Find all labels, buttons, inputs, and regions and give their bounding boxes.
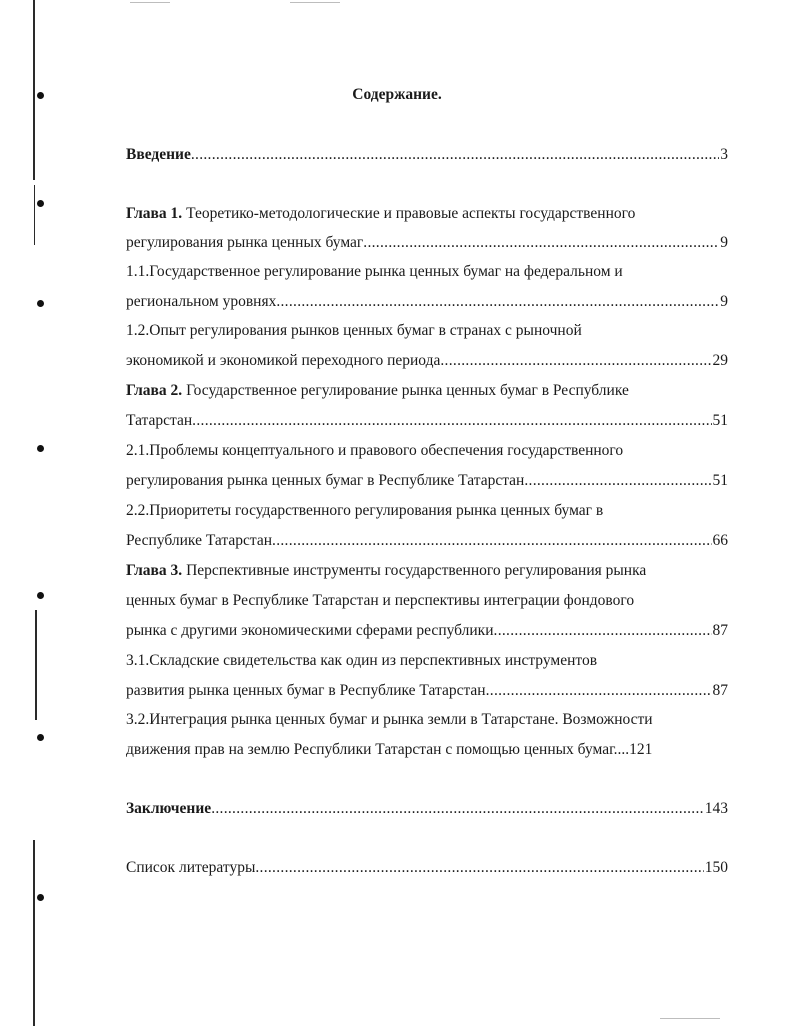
toc-entry bbox=[126, 439, 728, 463]
toc-page: 51 bbox=[712, 472, 728, 489]
scan-smudge bbox=[660, 1018, 720, 1019]
toc-bold: Введение bbox=[126, 146, 191, 163]
toc-entry bbox=[126, 202, 728, 226]
leader-dots bbox=[272, 529, 711, 553]
binding-edge-line bbox=[35, 610, 37, 720]
toc-page: 87 bbox=[712, 622, 728, 639]
toc-bold: Заключение bbox=[126, 800, 212, 817]
toc-text: Теоретико-методологические и правовые аспекты государственного bbox=[182, 205, 636, 222]
toc-page: 9 bbox=[720, 293, 728, 310]
leader-dots bbox=[524, 469, 711, 493]
toc-text: Государственное регулирование рынка ценных бумаг в Республике bbox=[182, 382, 629, 399]
toc-text: движения прав на землю Республики Татарстан с помощью ценных бумаг....121 bbox=[126, 741, 653, 758]
toc-text: Татарстан bbox=[126, 412, 193, 429]
leader-dots bbox=[486, 679, 712, 703]
toc-page: 87 bbox=[712, 682, 728, 699]
toc-entry bbox=[126, 260, 728, 284]
leader-dots bbox=[255, 856, 703, 880]
punch-hole bbox=[37, 300, 44, 307]
toc-entry bbox=[126, 589, 728, 613]
binding-edge-line bbox=[34, 185, 35, 245]
toc-text: 2.1.Проблемы концептуального и правового обеспечения государственного bbox=[126, 442, 624, 459]
toc-entry bbox=[126, 856, 728, 880]
toc-text: регулирования рынка ценных бумаг bbox=[126, 234, 364, 251]
toc-page: 150 bbox=[704, 859, 728, 876]
toc-text: развития рынка ценных бумаг в Республике Татарстан bbox=[126, 682, 486, 699]
toc-text: 3.1.Складские свидетельства как один из перспективных инструментов bbox=[126, 652, 598, 669]
toc-page: 51 bbox=[712, 412, 728, 429]
leader-dots bbox=[191, 143, 719, 167]
toc-page: 9 bbox=[720, 234, 728, 251]
toc-page: 29 bbox=[712, 352, 728, 369]
binding-edge-line bbox=[33, 840, 35, 1026]
punch-hole bbox=[37, 200, 44, 207]
toc-page: 143 bbox=[704, 800, 728, 817]
toc-text: ценных бумаг в Республике Татарстан и перспективы интеграции фондового bbox=[126, 592, 635, 609]
toc-entry bbox=[126, 649, 728, 673]
toc-text: 1.2.Опыт регулирования рынков ценных бумаг в странах с рыночной bbox=[126, 322, 582, 339]
toc-text: Республике Татарстан bbox=[126, 532, 273, 549]
toc-page: 3 bbox=[720, 146, 728, 163]
toc-bold: Глава 3. bbox=[126, 562, 183, 579]
toc-entry bbox=[126, 379, 728, 403]
leader-dots bbox=[440, 349, 711, 373]
toc-entry bbox=[126, 499, 728, 523]
toc-text: рынка с другими экономическими сферами республики bbox=[126, 622, 494, 639]
toc-bold: Глава 1. bbox=[126, 205, 183, 222]
toc-entry bbox=[126, 231, 728, 255]
toc-entry bbox=[126, 619, 728, 643]
toc-text: 2.2.Приоритеты государственного регулирования рынка ценных бумаг в bbox=[126, 502, 604, 519]
toc-entry bbox=[126, 679, 728, 703]
toc-text: Список литературы bbox=[126, 859, 256, 876]
toc-entry bbox=[126, 319, 728, 343]
leader-dots bbox=[276, 290, 719, 314]
toc-entry bbox=[126, 290, 728, 314]
toc-entry bbox=[126, 529, 728, 553]
toc-text: 1.1.Государственное регулирование рынка ценных бумаг на федеральном и bbox=[126, 263, 623, 280]
toc-text: 3.2.Интеграция рынка ценных бумаг и рынка земли в Татарстане. Возможности bbox=[126, 711, 653, 728]
punch-hole bbox=[37, 445, 44, 452]
leader-dots bbox=[192, 409, 711, 433]
toc-entry bbox=[126, 797, 728, 821]
punch-hole bbox=[37, 592, 44, 599]
toc-entry bbox=[126, 143, 728, 167]
toc-text: регулирования рынка ценных бумаг в Республике Татарстан bbox=[126, 472, 525, 489]
page-title: Содержание. bbox=[352, 86, 442, 103]
toc-entry bbox=[126, 469, 728, 493]
scan-smudge bbox=[290, 2, 340, 3]
leader-dots bbox=[494, 619, 712, 643]
toc-entry bbox=[126, 559, 728, 583]
toc-text: региональном уровнях bbox=[126, 293, 277, 310]
toc-entry bbox=[126, 738, 728, 762]
toc-entry bbox=[126, 349, 728, 373]
toc-entry bbox=[126, 708, 728, 732]
scan-smudge bbox=[130, 2, 170, 3]
toc-text: экономикой и экономикой переходного периода bbox=[126, 352, 441, 369]
leader-dots bbox=[363, 231, 719, 255]
punch-hole bbox=[37, 734, 44, 741]
toc-page: 66 bbox=[712, 532, 728, 549]
leader-dots bbox=[211, 797, 704, 821]
toc-bold: Глава 2. bbox=[126, 382, 183, 399]
toc-text: Перспективные инструменты государственного регулирования рынка bbox=[182, 562, 647, 579]
toc-entry bbox=[126, 409, 728, 433]
punch-hole bbox=[37, 894, 44, 901]
